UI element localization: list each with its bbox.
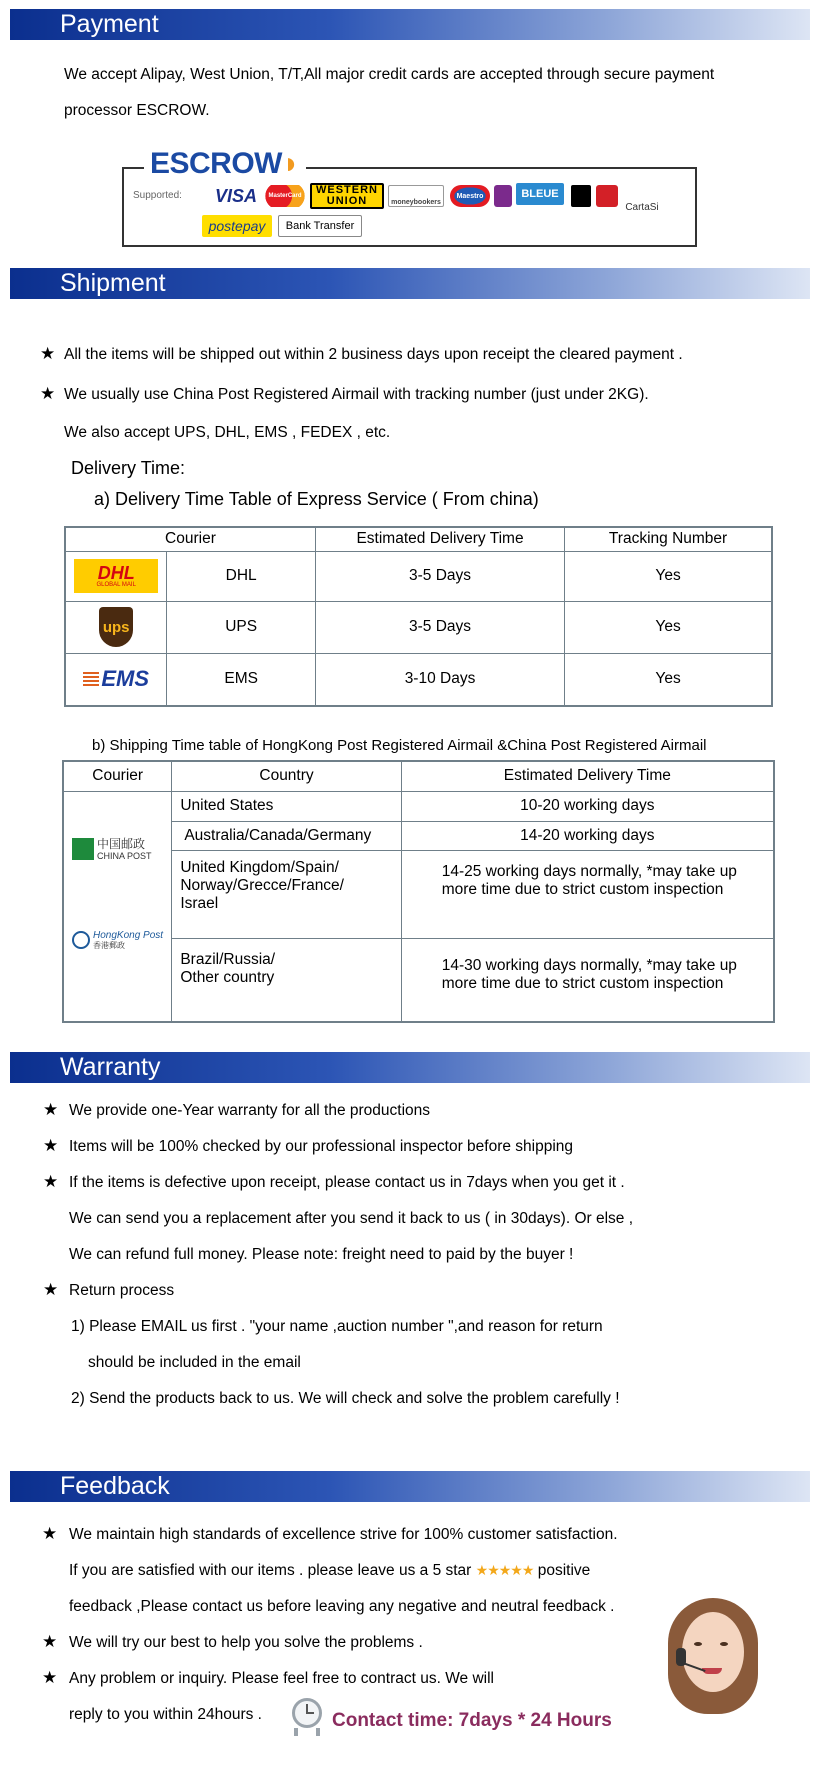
column-header: Estimated Delivery Time [315,527,564,551]
warranty-bullet-3-line-3: We can refund full money. Please note: freight need to paid by the buyer ! [69,1246,574,1263]
section-title: Payment [60,10,159,38]
mastercard-logo: MasterCard [264,185,306,207]
card-icon [494,185,512,207]
maestro-logo: Maestro [450,185,490,207]
airmail-delivery-table [62,760,775,1023]
contact-time: Contact time: 7days * 24 Hours [332,1710,612,1731]
star-bullet-icon: ★ [42,1524,58,1543]
courier-cell: UPS [167,601,316,653]
escrow-panel [122,147,697,247]
payment-line-1: We accept Alipay, West Union, T/T,All major credit cards are accepted through secure payment [64,66,715,83]
support-agent-avatar [664,1598,760,1716]
column-header: Country [172,761,401,791]
time-cell: 3-5 Days [315,551,564,601]
feedback-bullet-1-line-3: feedback ,Please contact us before leaving any negative and neutral feedback . [69,1598,615,1615]
feedback-banner [10,1471,810,1502]
warranty-bullet-3: If the items is defective upon receipt, please contact us in 7days when you get it . [69,1174,625,1191]
warranty-bullet-2: Items will be 100% checked by our professional inspector before shipping [69,1138,574,1155]
country-cell: Australia/Canada/Germany [172,821,401,850]
western-union-logo: WESTERN UNION [310,183,384,209]
table-b-title: b) Shipping Time table of HongKong Post Registered Airmail &China Post Registered Airmail [92,737,707,754]
column-header: Estimated Delivery Time [401,761,774,791]
warranty-bullet-3-line-2: We can send you a replacement after you send it back to us ( in 30days). Or else , [69,1210,634,1227]
star-bullet-icon: ★ [42,1668,58,1687]
delivery-heading: Delivery Time: [71,458,186,478]
card-icon [596,185,618,207]
shipment-line-3: We also accept UPS, DHL, EMS , FEDEX , etc. [64,424,391,441]
table-row [65,653,772,706]
return-step-1-line-2: should be included in the email [88,1354,301,1371]
china-post-logo: 中国邮政 CHINA POST [72,838,152,861]
courier-logos-cell [63,791,172,1022]
return-step-2: 2) Send the products back to us. We will check and solve the problem carefully ! [71,1390,620,1407]
ems-logo: EMS [65,653,167,706]
star-bullet-icon: ★ [43,1136,59,1155]
table-row [63,791,774,821]
column-header: Tracking Number [565,527,772,551]
warranty-bullet-1: We provide one-Year warranty for all the productions [69,1102,431,1119]
table-row [65,601,772,653]
time-cell: 3-5 Days [315,601,564,653]
warranty-banner [10,1052,810,1083]
express-delivery-table [64,526,773,707]
five-stars-icon: ★★★★★ [475,1562,534,1578]
section-title: Feedback [60,1472,170,1500]
feedback-bullet-3: Any problem or inquiry. Please feel free to contract us. We will [69,1670,495,1687]
tracking-cell: Yes [565,551,772,601]
section-title: Warranty [60,1053,161,1081]
country-cell: United Kingdom/Spain/ Norway/Grecce/France/ Israel [172,850,401,938]
postepay-logo: postepay [202,215,272,237]
bank-transfer-logo: Bank Transfer [278,215,362,237]
supported-label: Supported: [133,190,182,201]
shipment-banner [10,268,810,299]
time-cell: 14-20 working days [401,821,774,850]
table-row [65,551,772,601]
alarm-clock-icon [288,1690,326,1740]
star-bullet-icon: ★ [43,1100,59,1119]
courier-cell: DHL [167,551,316,601]
tracking-cell: Yes [565,653,772,706]
moneybookers-logo: moneybookers [388,185,444,207]
time-cell: 14-25 working days normally, *may take up more time due to strict custom inspection [401,850,774,938]
courier-cell: EMS [167,653,316,706]
section-title: Shipment [60,269,166,297]
time-cell: 14-30 working days normally, *may take up more time due to strict custom inspection [401,938,774,1022]
feedback-bullet-3-line-2: reply to you within 24hours . [69,1706,262,1723]
bleue-logo: BLEUE [516,183,564,205]
card-icon [571,185,591,207]
shipment-bullet-1: All the items will be shipped out within 2 business days upon receipt the cleared payment . [64,346,683,363]
star-bullet-icon: ★ [40,384,56,403]
hongkong-post-logo: HongKong Post 香港郵政 [72,930,163,950]
return-step-1: 1) Please EMAIL us first . "your name ,auction number ",and reason for return [71,1318,603,1335]
country-cell: United States [172,791,401,821]
time-cell: 10-20 working days [401,791,774,821]
country-cell: Brazil/Russia/ Other country [172,938,401,1022]
column-header: Courier [63,761,172,791]
star-bullet-icon: ★ [42,1632,58,1651]
shipment-bullet-2: We usually use China Post Registered Airmail with tracking number (just under 2KG). [64,386,649,403]
payment-line-2: processor ESCROW. [64,102,210,119]
feedback-bullet-1: We maintain high standards of excellence strive for 100% customer satisfaction. [69,1526,618,1543]
cartasi-logo: CartaSi [625,202,659,213]
feedback-bullet-1-line-2: If you are satisfied with our items . please leave us a 5 star ★★★★★ positive [69,1562,591,1579]
tracking-cell: Yes [565,601,772,653]
table-a-title: a) Delivery Time Table of Express Service ( From china) [94,489,539,509]
star-bullet-icon: ★ [40,344,56,363]
column-header: Courier [65,527,315,551]
ups-logo: ups [65,601,167,653]
star-bullet-icon: ★ [43,1172,59,1191]
warranty-bullet-4: Return process [69,1282,175,1299]
time-cell: 3-10 Days [315,653,564,706]
payment-banner [10,9,810,40]
star-bullet-icon: ★ [43,1280,59,1299]
visa-logo: VISA [214,185,257,206]
dhl-logo: DHL GLOBAL MAIL [65,551,167,601]
escrow-logo: ESCROW◗ [144,147,306,181]
feedback-bullet-2: We will try our best to help you solve the problems . [69,1634,423,1651]
